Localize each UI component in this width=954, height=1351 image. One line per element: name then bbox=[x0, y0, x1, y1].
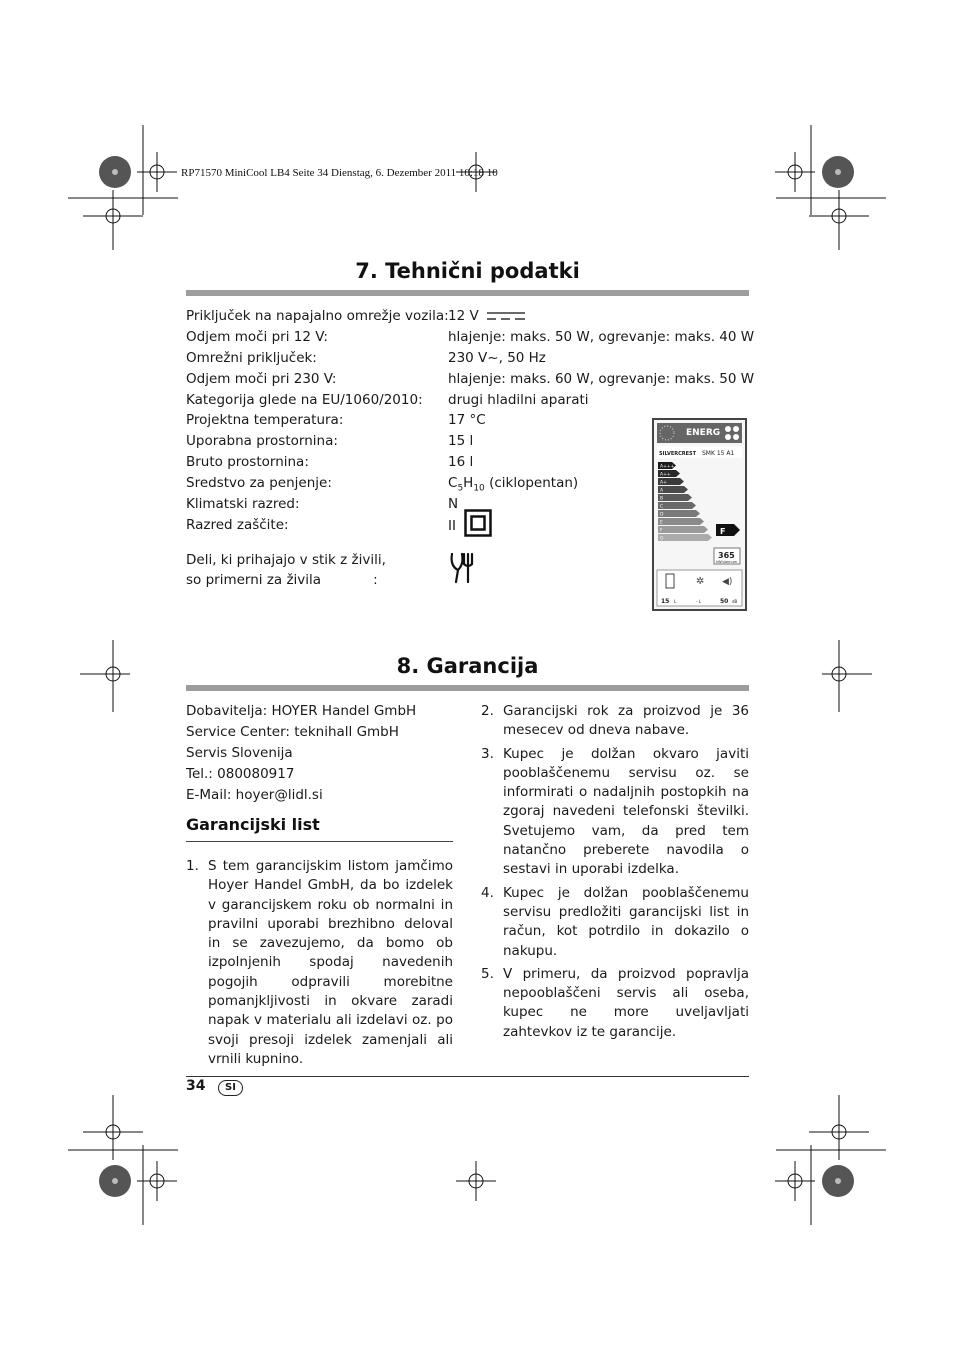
section-8-title: 8. Garancija bbox=[396, 654, 539, 678]
svg-text:✲: ✲ bbox=[696, 576, 705, 587]
spec-value: II bbox=[448, 515, 492, 537]
energy-class-label: F bbox=[660, 528, 663, 534]
email-line: E-Mail: hoyer@lidl.si bbox=[186, 787, 323, 803]
spec-value: $C_5H_{10}$ (ciklopentan) bbox=[448, 475, 579, 494]
spec-row bbox=[186, 410, 646, 431]
spec-row bbox=[186, 550, 646, 590]
section-8-rule bbox=[186, 685, 749, 691]
energy-class-bar bbox=[658, 510, 700, 517]
spec-row bbox=[186, 515, 646, 536]
energy-class-label: B bbox=[660, 496, 664, 502]
energy-class-bar bbox=[658, 502, 696, 509]
energy-class-label: E bbox=[660, 520, 663, 526]
energy-noise: 50 bbox=[720, 598, 729, 605]
energy-class-bar bbox=[658, 494, 692, 501]
list-item: 5. V primeru, da proizvod popravlja nepooblaščeni servis ali oseba, kupec ne more uveljavljati zahtevkov iz te garancije. bbox=[481, 965, 749, 1040]
warranty-list-right bbox=[481, 702, 749, 1046]
energy-noise-unit: dB bbox=[732, 599, 738, 604]
energy-label bbox=[652, 418, 747, 611]
spec-value: 17 °C bbox=[448, 412, 486, 429]
spec-label: Omrežni priključek: bbox=[186, 349, 317, 366]
section-7-rule bbox=[186, 290, 749, 296]
spec-value: hlajenje: maks. 60 W, ogrevanje: maks. 50 W bbox=[448, 370, 755, 387]
service-center-line: Service Center: teknihall GmbH bbox=[186, 724, 399, 740]
energy-label-graphic bbox=[654, 420, 745, 609]
spec-label: Klimatski razred: bbox=[186, 496, 300, 513]
energy-class-label: D bbox=[660, 512, 664, 518]
warranty-card-heading: Garancijski list bbox=[186, 815, 320, 834]
spec-row bbox=[186, 390, 646, 411]
warranty-list-left bbox=[186, 857, 453, 1073]
spec-label: Deli, ki prihajajo v stik z živili, so primerni za živila : bbox=[186, 551, 386, 588]
energy-class-label: A bbox=[660, 488, 664, 494]
spec-label: Uporabna prostornina: bbox=[186, 433, 338, 450]
spec-row bbox=[186, 348, 646, 369]
list-item: 2. Garancijski rok za proizvod je 36 mesecev od dneva nabave. bbox=[481, 703, 749, 739]
formula: $C_5H_{10}$ bbox=[448, 475, 485, 494]
spec-label: Sredstvo za penjenje: bbox=[186, 475, 332, 492]
page-number: 34 bbox=[186, 1078, 206, 1094]
energy-class-bar bbox=[658, 526, 708, 533]
service-country-line: Servis Slovenija bbox=[186, 745, 293, 761]
energy-class-label: C bbox=[660, 504, 664, 510]
language-badge: SI bbox=[218, 1080, 243, 1096]
spec-row bbox=[186, 494, 646, 515]
spec-row bbox=[186, 473, 646, 494]
spec-row bbox=[186, 327, 755, 348]
print-header: RP71570 MiniCool LB4 Seite 34 Dienstag, 6. Dezember 2011 10:18 10 bbox=[181, 167, 498, 179]
energy-class-label: A+++ bbox=[660, 464, 675, 470]
list-item: 1. S tem garancijskim listom jamčimo Hoyer Handel GmbH, da bo izdelek v garancijskem roku ob normalni in pravilni uporabi brezhibno deloval in se zavezujemo, da bomo ob izpolnjenih spodaj navedenih pogojih odpravili morebitne pomanjkljivosti in okvare zaradi napak v materialu ali izdelavi oz. po svoji presoji izdelek zamenjali ali vrnili kupnino. bbox=[186, 858, 453, 1067]
energy-class-bar bbox=[658, 518, 704, 525]
energy-volume: 15 bbox=[661, 598, 670, 605]
spec-row bbox=[186, 452, 646, 473]
spec-label: Priključek na napajalno omrežje vozila: bbox=[186, 308, 449, 324]
spec-label: Odjem moči pri 12 V: bbox=[186, 328, 328, 345]
class-ii-insulation-icon bbox=[464, 509, 492, 537]
spec-value: 12 V bbox=[448, 306, 525, 327]
spec-value: hlajenje: maks. 50 W, ogrevanje: maks. 40 W bbox=[448, 328, 755, 345]
spec-label: Kategorija glede na EU/1060/2010: bbox=[186, 391, 423, 408]
energy-class-bar bbox=[658, 534, 712, 541]
spec-label: Razred zaščite: bbox=[186, 516, 289, 533]
phone-line: Tel.: 080080917 bbox=[186, 766, 295, 782]
food-safe-icon bbox=[448, 552, 476, 584]
supplier-line: Dobavitelja: HOYER Handel GmbH bbox=[186, 703, 417, 719]
spec-row bbox=[186, 306, 646, 327]
footer-rule bbox=[186, 1076, 749, 1077]
energy-class-label: A++ bbox=[660, 472, 671, 478]
energy-volume-unit: L bbox=[674, 599, 677, 604]
spec-value: 230 V~, 50 Hz bbox=[448, 349, 546, 366]
energy-kwh: 365 bbox=[718, 551, 735, 560]
warranty-card-rule bbox=[186, 841, 453, 842]
spec-value: N bbox=[448, 496, 459, 513]
spec-value: drugi hladilni aparati bbox=[448, 391, 589, 408]
contact-block bbox=[186, 701, 453, 806]
energy-brand: ENERG bbox=[686, 428, 721, 438]
dc-symbol-icon bbox=[487, 311, 525, 321]
energy-class-label: A+ bbox=[660, 480, 667, 486]
spec-label: Odjem moči pri 230 V: bbox=[186, 370, 337, 387]
energy-class-bars bbox=[658, 462, 712, 542]
energy-rating: F bbox=[720, 527, 726, 536]
spec-value: 16 l bbox=[448, 454, 474, 471]
energy-class-label: G bbox=[660, 536, 664, 542]
list-item: 4. Kupec je dolžan pooblaščenemu servisu predložiti garancijski list in račun, kot potrdilo in dokazilo o nakupu. bbox=[481, 884, 749, 959]
list-item: 3. Kupec je dolžan okvaro javiti pooblaščenemu servisu oz. se informirati o nadaljnih postopkih na zgoraj navedeni telefonski številki. Svetujemo vam, da pred tem natančno preberete navodila o sestavi in uporabi izdelka. bbox=[481, 745, 749, 878]
spec-label: Bruto prostornina: bbox=[186, 454, 309, 471]
spec-row bbox=[186, 431, 646, 452]
svg-text:SILVERCREST: SILVERCREST bbox=[659, 451, 697, 457]
section-7-title: 7. Tehnični podatki bbox=[355, 259, 580, 283]
spec-row bbox=[186, 369, 755, 390]
spec-label: Projektna temperatura: bbox=[186, 412, 344, 429]
spec-value bbox=[448, 550, 476, 591]
svg-text:◀): ◀) bbox=[722, 577, 733, 587]
energy-freezer: - L bbox=[696, 599, 701, 604]
energy-model: SMK 15 A1 bbox=[702, 450, 735, 457]
spec-value: 15 l bbox=[448, 433, 474, 450]
energy-kwh-unit: kWh/annum bbox=[716, 560, 738, 564]
